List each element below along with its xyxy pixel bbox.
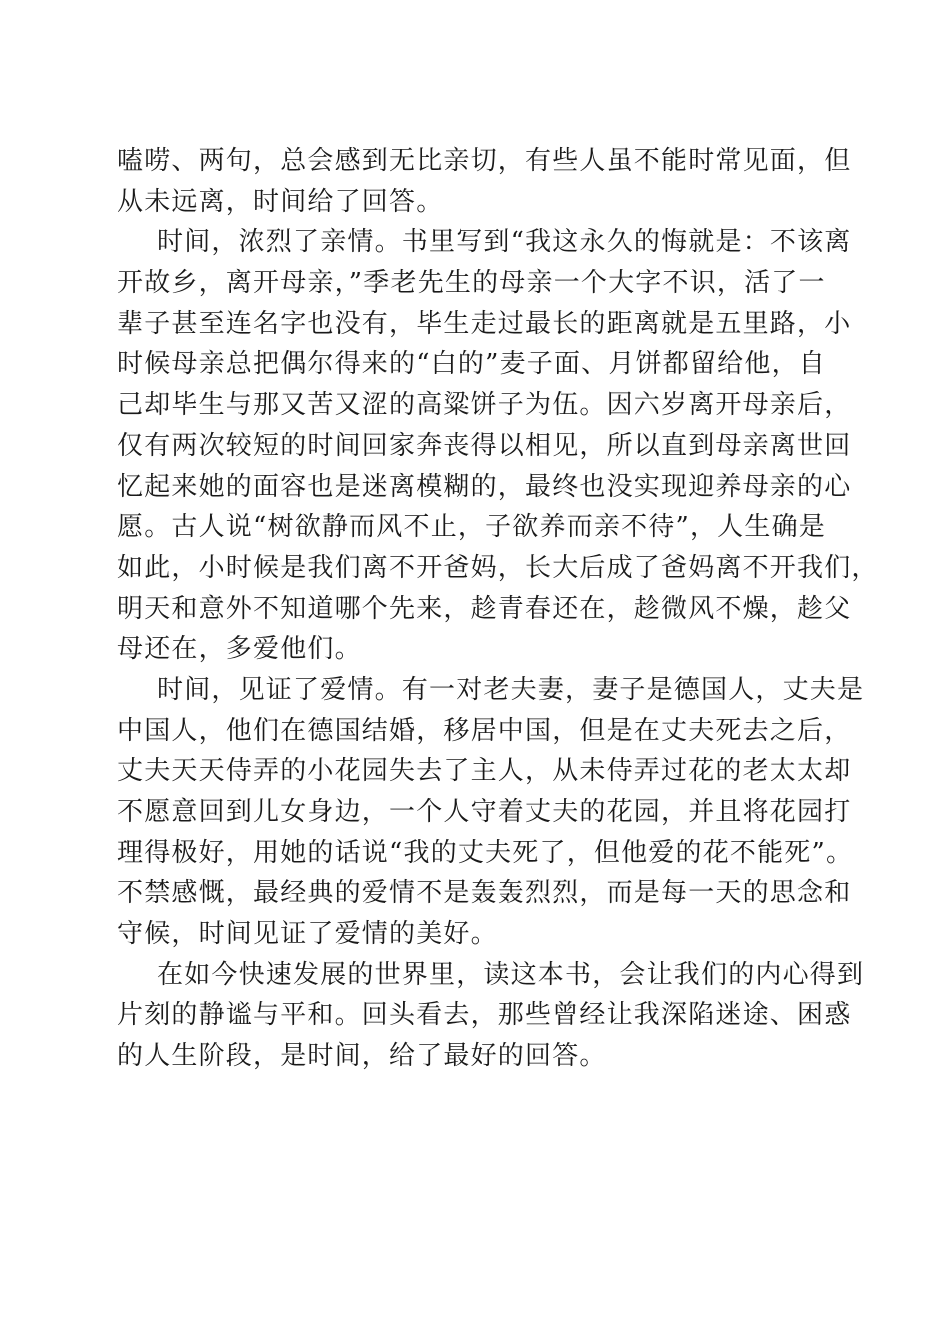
text-line: 仅有两次较短的时间回家奔丧得以相见，所以直到母亲离世回 [117, 430, 852, 461]
text-line: 明天和意外不知道哪个先来，趁青春还在，趁微风不燥，趁父 [117, 593, 852, 624]
text-line: 忆起来她的面容也是迷离模糊的，最终也没实现迎养母亲的心 [117, 471, 852, 502]
text-line: 在如今快速发展的世界里，读这本书，会让我们的内心得到 [157, 959, 865, 990]
text-line: 嗑唠、两句，总会感到无比亲切，有些人虽不能时常见面，但 [117, 146, 852, 176]
paragraph-1 [117, 141, 852, 222]
text-line: 守候，时间见证了爱情的美好。 [117, 919, 498, 950]
paragraph-3 [117, 670, 865, 955]
text-line: 时间，见证了爱情。有一对老夫妻，妻子是德国人，丈夫是 [157, 674, 865, 705]
text-line: 中国人，他们在德国结婚，移居中国，但是在丈夫死去之后， [117, 715, 852, 746]
text-line: 己却毕生与那又苦又涩的高粱饼子为伍。因六岁离开母亲后， [117, 390, 852, 421]
text-line: 开故乡，离开母亲，”季老先生的母亲一个大字不识，活了一 [117, 268, 826, 299]
text-line: 从未远离，时间给了回答。 [117, 186, 444, 217]
text-line: 理得极好，用她的话说“我的丈夫死了，但他爱的花不能死”。 [117, 837, 854, 868]
text-line: 片刻的静谧与平和。回头看去，那些曾经让我深陷迷途、困惑 [117, 1000, 852, 1031]
paragraph-2 [117, 222, 879, 670]
text-line: 如此，小时候是我们离不开爸妈，长大后成了爸妈离不开我们， [117, 552, 879, 583]
text-line: 时间，浓烈了亲情。书里写到“我这永久的悔就是：不该离 [157, 227, 852, 258]
text-line: 母还在，多爱他们。 [117, 634, 362, 665]
text-line: 愿。古人说“树欲静而风不止，子欲养而亲不待”，人生确是 [117, 512, 826, 543]
text-line: 不愿意回到儿女身边，一个人守着丈夫的花园，并且将花园打 [117, 797, 852, 827]
text-line: 辈子甚至连名字也没有，毕生走过最长的距离就是五里路，小 [117, 308, 852, 339]
text-line: 时候母亲总把偶尔得来的“白的”麦子面、月饼都留给他，自 [117, 349, 826, 380]
text-line: 的人生阶段，是时间，给了最好的回答。 [117, 1041, 607, 1072]
text-line: 不禁感慨，最经典的爱情不是轰轰烈烈，而是每一天的思念和 [117, 878, 852, 909]
paragraph-4 [117, 955, 865, 1077]
text-line: 丈夫天天侍弄的小花园失去了主人，从未侍弄过花的老太太却 [117, 756, 852, 787]
body-text [117, 141, 879, 1077]
